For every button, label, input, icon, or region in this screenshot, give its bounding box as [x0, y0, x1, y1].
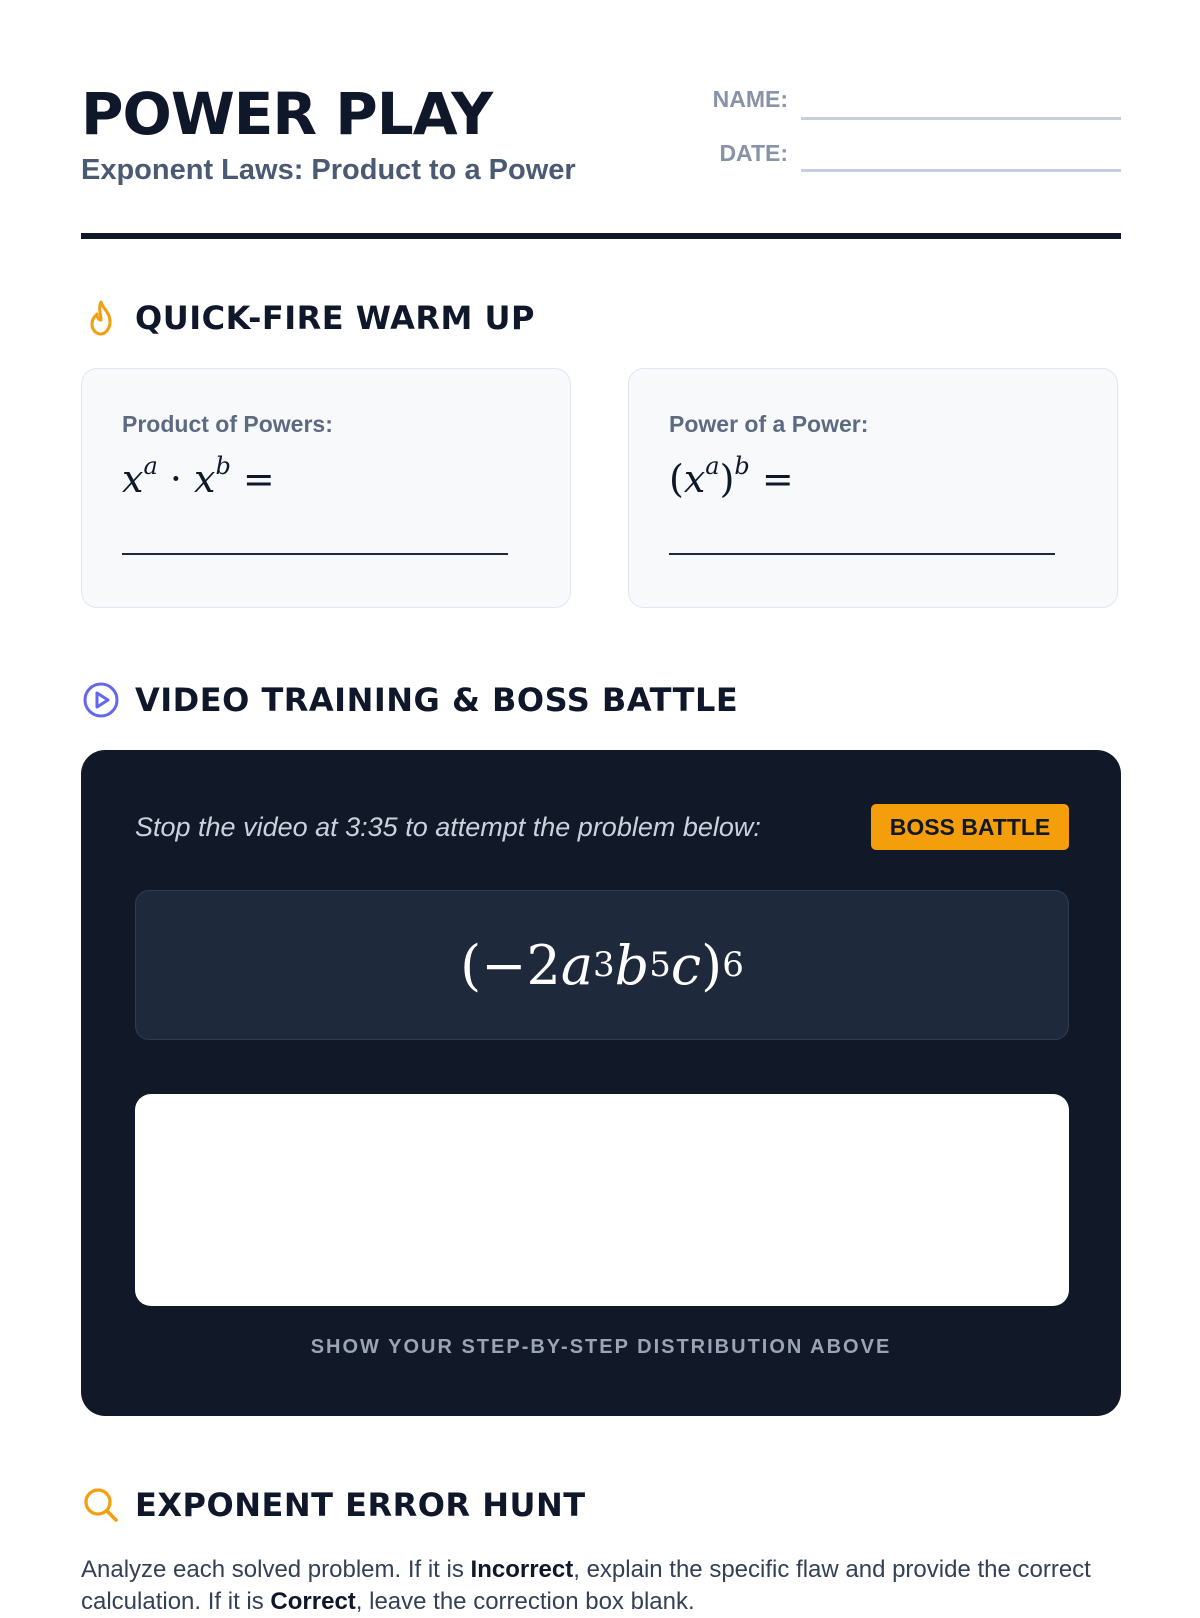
- intro-text: Analyze each solved problem. If it is: [81, 1556, 471, 1583]
- name-label: NAME:: [712, 86, 788, 112]
- answer-line[interactable]: [122, 553, 508, 555]
- search-icon: [81, 1485, 121, 1525]
- date-label: DATE:: [719, 140, 788, 166]
- warmup-card-product: [81, 368, 571, 608]
- warmup-card-label: Product of Powers:: [122, 411, 333, 437]
- play-circle-icon: [81, 680, 121, 720]
- page-subtitle: Exponent Laws: Product to a Power: [81, 154, 576, 186]
- error-hunt-instructions: [81, 1554, 1121, 1618]
- name-field-line[interactable]: [801, 117, 1121, 120]
- boss-heading-text: VIDEO TRAINING & BOSS BATTLE: [135, 681, 739, 719]
- work-area[interactable]: [135, 1094, 1069, 1306]
- intro-text: , leave the correction box blank.: [355, 1588, 695, 1615]
- intro-text: , explain the specific flaw and provide the correct calculation. If it is: [81, 1556, 1091, 1615]
- page-title: POWER PLAY: [81, 80, 493, 148]
- error-hunt-heading-text: EXPONENT ERROR HUNT: [135, 1486, 586, 1524]
- boss-heading: [81, 680, 738, 720]
- video-instruction: Stop the video at 3:35 to attempt the problem below:: [135, 812, 761, 842]
- product-of-powers-expression: $x^a \cdot x^b$ =: [122, 452, 275, 501]
- warmup-card-power: [628, 368, 1118, 608]
- error-hunt-heading: [81, 1485, 586, 1525]
- flame-icon: [81, 298, 121, 338]
- warmup-heading-text: QUICK-FIRE WARM UP: [135, 299, 535, 337]
- warmup-heading: [81, 298, 535, 338]
- power-of-power-expression: $(x^a)^b$ =: [669, 452, 794, 501]
- incorrect-emphasis: Incorrect: [470, 1556, 574, 1583]
- boss-battle-panel: [81, 750, 1121, 1416]
- header-divider: [81, 233, 1121, 239]
- work-area-hint: SHOW YOUR STEP-BY-STEP DISTRIBUTION ABOVE: [310, 1336, 892, 1358]
- warmup-card-label: Power of a Power:: [669, 411, 869, 437]
- answer-line[interactable]: [669, 553, 1055, 555]
- date-field-line[interactable]: [801, 169, 1121, 172]
- boss-problem-expression: (−2 a 3 b 5 c ) 6: [135, 890, 1069, 1040]
- boss-battle-badge: BOSS BATTLE: [871, 804, 1069, 850]
- correct-emphasis: Correct: [270, 1588, 356, 1615]
